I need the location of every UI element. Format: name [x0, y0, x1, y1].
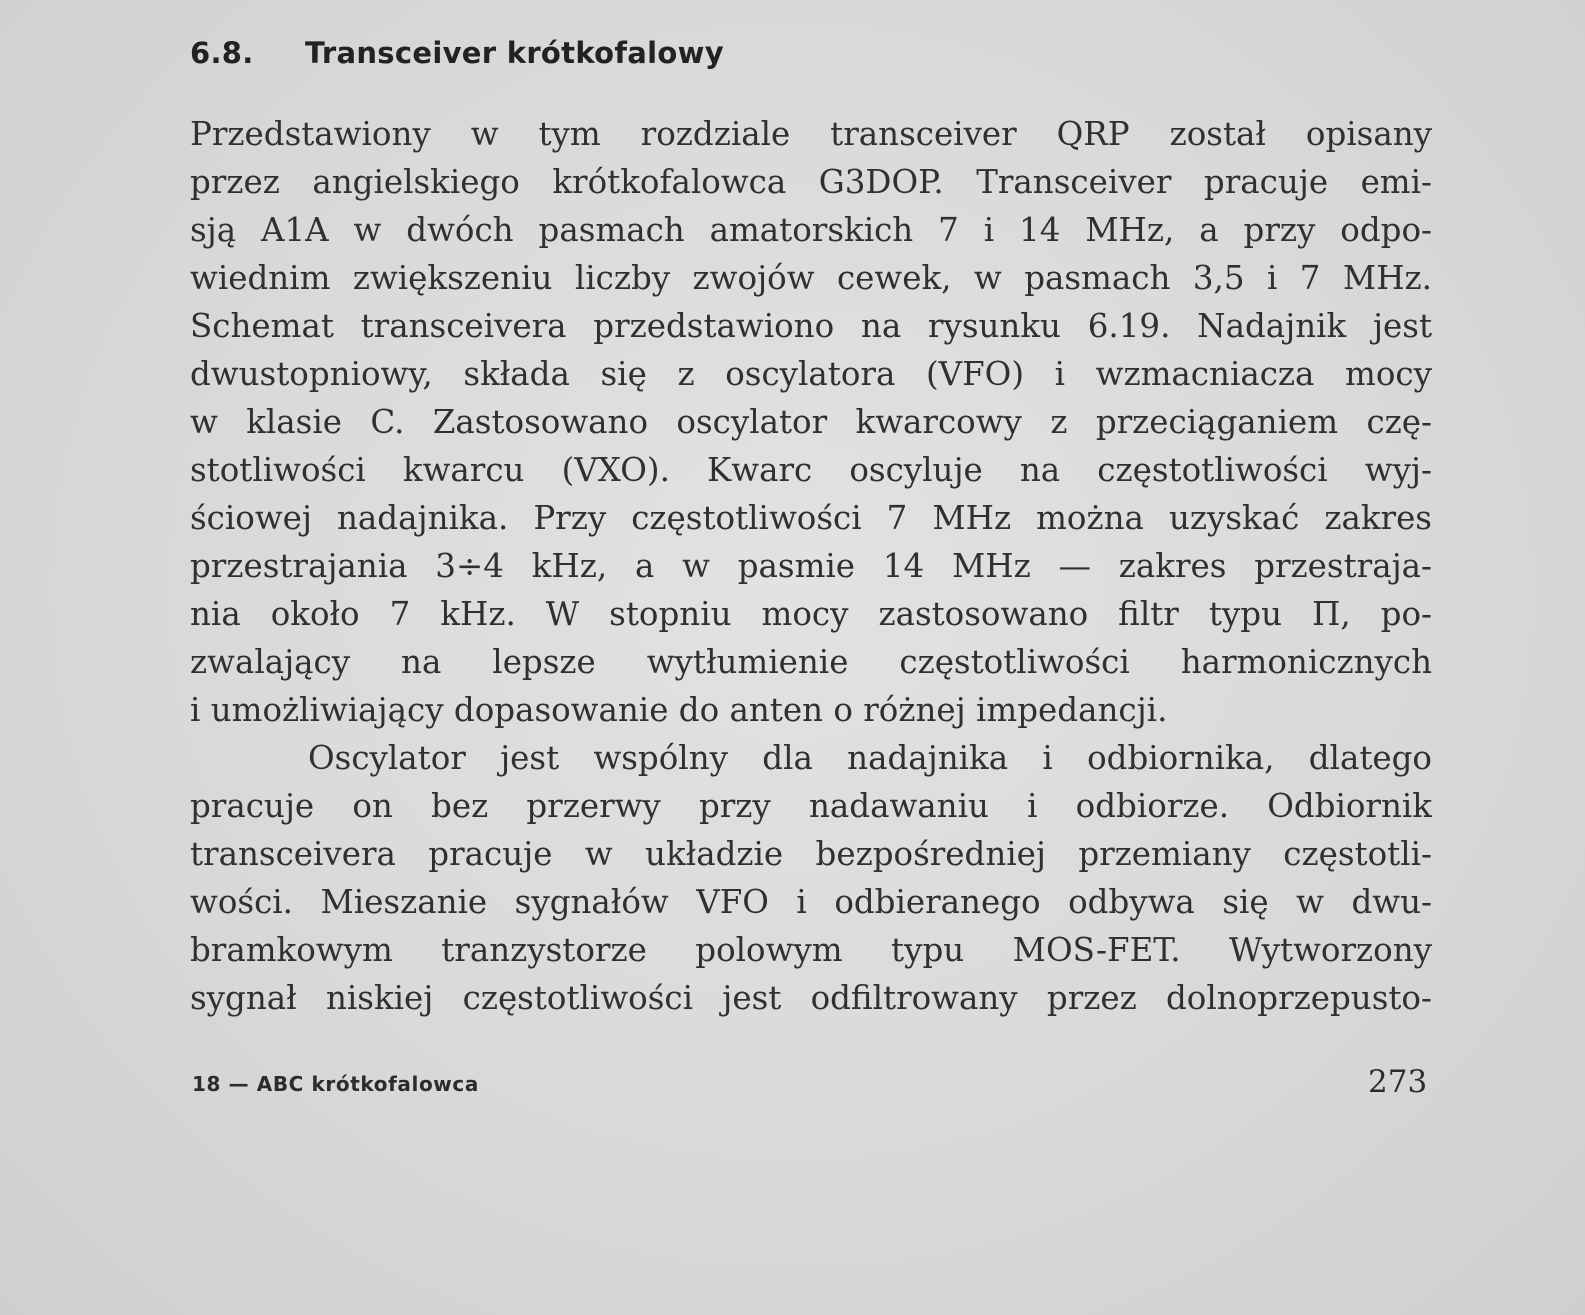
- paragraph-2: [190, 734, 1432, 1022]
- paragraph-1: [190, 110, 1432, 734]
- text-line: nia około 7 kHz. W stopniu mocy zastosowano filtr typu Π, po-: [190, 595, 1432, 633]
- text-line: stotliwości kwarcu (VXO). Kwarc oscyluje na częstotliwości wyj-: [190, 451, 1432, 489]
- text-line: i umożliwiający dopasowanie do anten o różnej impedancji.: [190, 691, 1168, 729]
- text-line: ściowej nadajnika. Przy częstotliwości 7 MHz można uzyskać zakres: [190, 499, 1432, 537]
- text-line: przestrajania 3÷4 kHz, a w pasmie 14 MHz — zakres przestraja-: [190, 547, 1432, 585]
- page-number: 273: [1368, 1064, 1428, 1100]
- text-line: w klasie C. Zastosowano oscylator kwarcowy z przeciąganiem czę-: [190, 403, 1432, 441]
- text-line: wości. Mieszanie sygnałów VFO i odbieranego odbywa się w dwu-: [190, 883, 1432, 921]
- text-line: transceivera pracuje w układzie bezpośredniej przemiany częstotli-: [190, 835, 1432, 873]
- printer-signature: 18 — ABC krótkofalowca: [192, 1072, 479, 1096]
- text-line: Schemat transceivera przedstawiono na rysunku 6.19. Nadajnik jest: [190, 307, 1432, 345]
- text-line: sją A1A w dwóch pasmach amatorskich 7 i 14 MHz, a przy odpo-: [190, 211, 1432, 249]
- text-line: Przedstawiony w tym rozdziale transceiver QRP został opisany: [190, 115, 1432, 153]
- text-line: dwustopniowy, składa się z oscylatora (VFO) i wzmacniacza mocy: [190, 355, 1432, 393]
- section-heading: [190, 36, 724, 70]
- text-line: pracuje on bez przerwy przy nadawaniu i odbiorze. Odbiornik: [190, 787, 1432, 825]
- section-title: Transceiver krótkofalowy: [305, 36, 724, 70]
- text-line: wiednim zwiększeniu liczby zwojów cewek, w pasmach 3,5 i 7 MHz.: [190, 259, 1432, 297]
- text-line: przez angielskiego krótkofalowca G3DOP. Transceiver pracuje emi-: [190, 163, 1432, 201]
- text-line: Oscylator jest wspólny dla nadajnika i odbiornika, dlatego: [308, 739, 1432, 777]
- text-line: zwalający na lepsze wytłumienie częstotliwości harmonicznych: [190, 643, 1432, 681]
- section-number: 6.8.: [190, 36, 254, 70]
- text-line: bramkowym tranzystorze polowym typu MOS-FET. Wytworzony: [190, 931, 1432, 969]
- text-line: sygnał niskiej częstotliwości jest odfiltrowany przez dolnoprzepusto-: [190, 979, 1432, 1017]
